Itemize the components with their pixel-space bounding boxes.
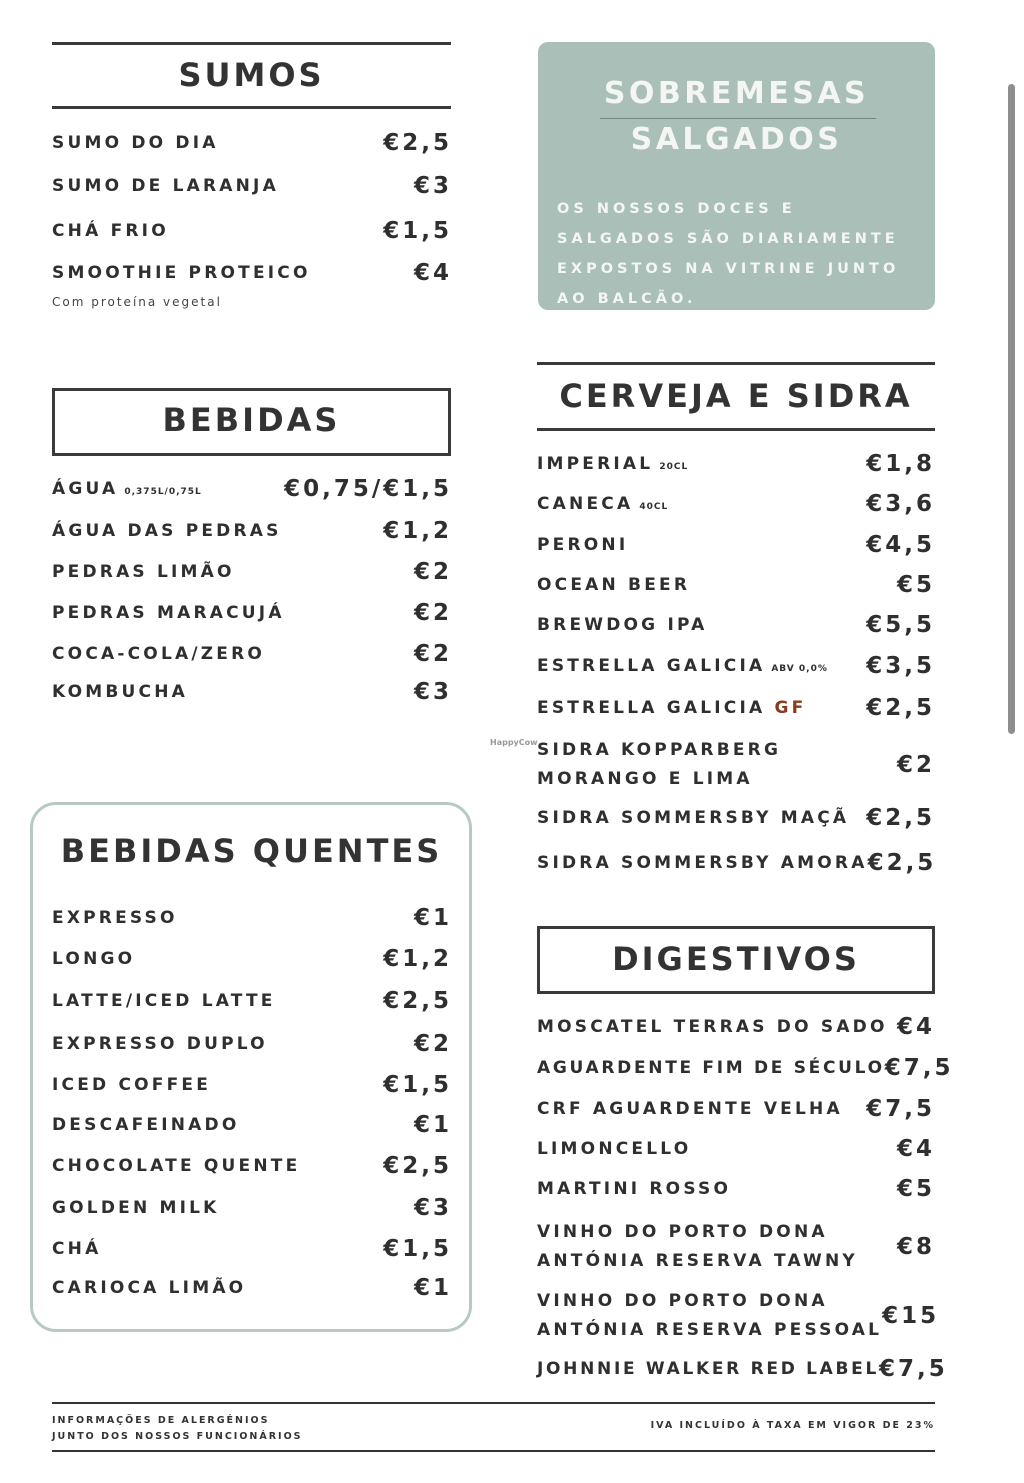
item-name: SMOOTHIE PROTEICO [52,263,311,283]
item-price: €7,5 [866,1096,935,1122]
item-price: €4 [896,1136,935,1162]
sobremesas-text: OS NOSSOS DOCES E SALGADOS SÃO DIARIAMENTE EXPOSTOS NA VITRINE JUNTO AO BALCÃO. [557,201,900,307]
item-price: €1,5 [383,218,452,244]
menu-item [52,518,452,544]
item-name: PEDRAS MARACUJÁ [52,603,285,623]
item-name: CARIOCA LIMÃO [52,1278,247,1298]
menu-item [537,1286,940,1346]
item-name: LIMONCELLO [537,1139,692,1159]
footer-top-rule [52,1402,935,1404]
footer-allergens-line2: JUNTO DOS NOSSOS FUNCIONÁRIOS [52,1431,303,1442]
item-name: ÁGUA DAS PEDRAS [52,521,282,541]
item-name: CHÁ [52,1239,102,1259]
cerveja-bottom-rule [537,428,935,431]
item-price: €1,2 [383,946,452,972]
footer-allergens [52,1413,303,1445]
sumos-title: SUMOS [178,56,325,94]
item-price: €3 [413,679,452,705]
gluten-free-badge: GF [774,698,807,718]
menu-item [52,260,452,286]
item-name: CANECA [537,494,634,514]
item-price: €3 [413,173,452,199]
menu-item [52,988,452,1014]
menu-item [537,805,935,831]
item-price: €2,5 [383,130,452,156]
item-price: €2,5 [866,695,935,721]
cerveja-top-rule [537,362,935,365]
item-price: €1,2 [383,518,452,544]
item-name: JOHNNIE WALKER RED LABEL [537,1359,880,1379]
menu-item [52,905,452,931]
item-price: €5 [896,1176,935,1202]
menu-item [52,173,452,199]
item-price: €2 [413,641,452,667]
item-note: Com proteína vegetal [52,295,222,309]
menu-item [537,1055,954,1081]
item-price: €2,5 [383,1153,452,1179]
salgados-title: SALGADOS [630,122,843,157]
item-name: ÁGUA [52,479,119,499]
item-price: €7,5 [879,1356,948,1382]
item-price: €1,8 [866,451,935,477]
item-name: COCA-COLA/ZERO [52,644,266,664]
menu-item [537,451,935,477]
menu-item [52,1031,452,1057]
menu-item [52,1153,452,1179]
sobremesas-title: SOBREMESAS [603,76,870,111]
item-name: KOMBUCHA [52,682,189,702]
menu-item [52,1072,452,1098]
item-detail: 40CL [639,502,669,512]
menu-item [537,1356,948,1382]
menu-item [52,1236,452,1262]
menu-item [52,476,452,502]
menu-item [52,130,452,156]
item-detail: 0,375L/0,75L [124,487,202,497]
cerveja-title: CERVEJA E SIDRA [559,377,913,415]
item-name: BREWDOG IPA [537,615,708,635]
item-name: OCEAN BEER [537,575,691,595]
item-name: ICED COFFEE [52,1075,212,1095]
item-name: GOLDEN MILK [52,1198,220,1218]
item-price: €2,5 [383,988,452,1014]
item-price: €3 [413,1195,452,1221]
item-price: €1 [413,905,452,931]
menu-item [52,1275,452,1301]
item-name: SUMO DE LARANJA [52,176,279,196]
item-price: €4 [896,1014,935,1040]
menu-item [537,1014,935,1040]
menu-item [537,1217,935,1277]
item-price: €1,5 [383,1236,452,1262]
menu-item [537,572,935,598]
digestivos-title: DIGESTIVOS [612,940,860,978]
happycow-watermark: HappyCow [490,738,538,747]
menu-item [52,559,452,585]
item-price: €2 [413,559,452,585]
footer-vat: IVA INCLUÍDO À TAXA EM VIGOR DE 23% [650,1420,935,1431]
menu-item [537,735,935,795]
item-name: IMPERIAL [537,454,654,474]
menu-item [52,1112,452,1138]
menu-item [537,695,935,721]
sumos-bottom-rule [52,106,451,109]
menu-item [537,532,935,558]
item-price: €2 [896,752,935,778]
item-name: SIDRA KOPPARBERG [537,740,782,760]
item-price: €4,5 [866,532,935,558]
item-name-line2: ANTÓNIA RESERVA PESSOAL [537,1320,883,1340]
item-price: €7,5 [884,1055,954,1081]
item-name-line2: MORANGO E LIMA [537,769,753,789]
item-name: SIDRA SOMMERSBY AMORA [537,853,868,873]
item-name: DESCAFEINADO [52,1115,240,1135]
footer-bottom-rule [52,1450,935,1452]
menu-item [537,850,935,876]
item-price: €2 [413,1031,452,1057]
item-price: €5 [896,572,935,598]
item-price: €4 [413,260,452,286]
item-price: €5,5 [866,612,935,638]
item-price: €0,75/€1,5 [284,476,452,502]
item-name: VINHO DO PORTO DONA [537,1222,828,1242]
item-name: VINHO DO PORTO DONA [537,1291,828,1311]
menu-item [537,1176,935,1202]
item-name: EXPRESSO DUPLO [52,1034,268,1054]
item-price: €2,5 [867,850,937,876]
menu-item [52,679,452,705]
footer-allergens-line1: INFORMAÇÕES DE ALERGÉNIOS [52,1415,270,1426]
menu-item [52,946,452,972]
scrollbar[interactable] [1008,84,1015,734]
item-name: MARTINI ROSSO [537,1179,732,1199]
item-price: €15 [882,1303,940,1329]
item-price: €1 [413,1275,452,1301]
sumos-top-rule [52,42,451,45]
item-name: PEDRAS LIMÃO [52,562,235,582]
quentes-title: BEBIDAS QUENTES [60,832,443,870]
item-name: ESTRELLA GALICIA [537,656,766,676]
item-name: CRF AGUARDENTE VELHA [537,1099,843,1119]
menu-item [52,218,452,244]
item-price: €2 [413,600,452,626]
menu-item [537,612,935,638]
item-name: PERONI [537,535,629,555]
menu-item [52,1195,452,1221]
item-name: AGUARDENTE FIM DE SÉCULO [537,1058,885,1078]
item-price: €3,5 [866,653,935,679]
item-name: LATTE/ICED LATTE [52,991,276,1011]
menu-item [52,600,452,626]
item-price: €2,5 [866,805,935,831]
item-name: ESTRELLA GALICIA [537,698,766,718]
menu-item [537,1096,935,1122]
menu-item [537,1136,935,1162]
bebidas-title: BEBIDAS [162,401,341,439]
item-price: €3,6 [866,491,935,517]
item-name: SUMO DO DIA [52,133,219,153]
menu-item [537,653,935,679]
menu-item [537,491,935,517]
item-name: MOSCATEL TERRAS DO SADO [537,1017,888,1037]
item-price: €1,5 [383,1072,452,1098]
item-name: EXPRESSO [52,908,178,928]
item-name: CHÁ FRIO [52,221,169,241]
item-name: LONGO [52,949,136,969]
item-price: €8 [896,1234,935,1260]
item-price: €1 [413,1112,452,1138]
item-name-line2: ANTÓNIA RESERVA TAWNY [537,1251,858,1271]
sobremesas-panel [538,42,935,310]
item-detail: ABV 0,0% [771,664,828,674]
menu-item [52,641,452,667]
item-name: CHOCOLATE QUENTE [52,1156,301,1176]
item-name: SIDRA SOMMERSBY MAÇÃ [537,808,850,828]
item-detail: 20CL [659,462,689,472]
sobremesas-divider [600,118,876,119]
